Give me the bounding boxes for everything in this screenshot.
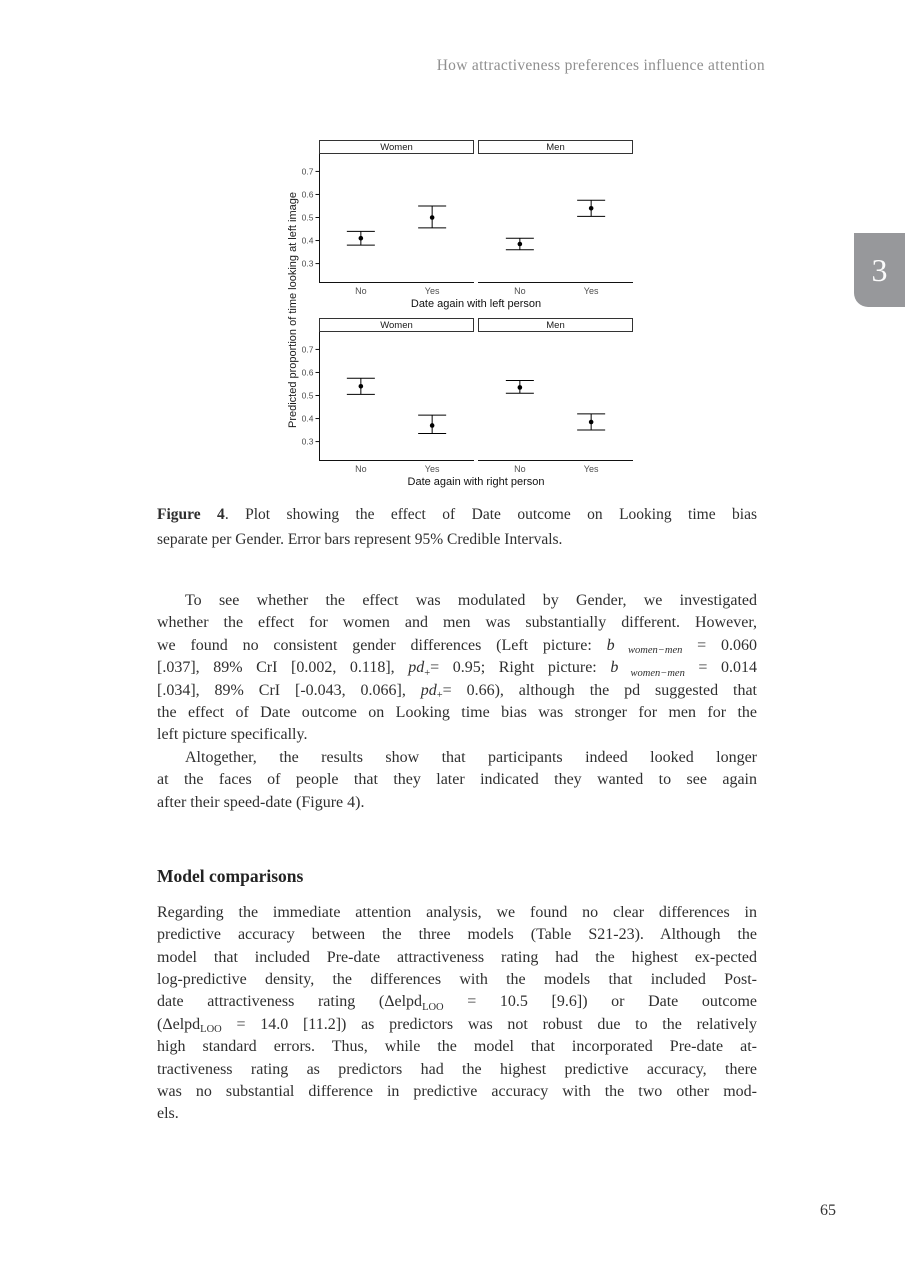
text-line: separate per Gender. Error bars represent 95% Credible Intervals. [157,530,563,548]
running-header: How attractiveness preferences influence attention [436,57,765,74]
error-bar [577,200,605,216]
chapter-number: 3 [871,251,888,288]
text-line: date attractiveness rating (Δelpd$_{LOO}$ = 10.5 [9.6]) or Date outcome [157,993,757,1013]
y-tick-label: 0.3 [301,258,314,269]
y-tick-label: 0.6 [301,189,314,200]
figure-4 [287,140,647,492]
text-line: left picture specifically. [157,726,308,744]
y-tick-label: 0.7 [301,166,314,177]
text-line: [.034], 89% CrI [-0.043, 0.066], $pd_+= 0.66$), although the pd suggested that [157,681,757,702]
right-person-chart [287,318,647,490]
text-line: tractiveness rating as predictors had the highest predictive accuracy, there [157,1060,757,1078]
error-bar [347,378,375,394]
paragraph-gender-effects [157,590,757,747]
figure-caption [157,503,757,552]
x-tick-label: No [355,464,367,474]
data-point [430,215,435,220]
text-line: Altogether, the results show that participants indeed looked longer [185,748,757,766]
left-person-chart [287,140,647,312]
data-point [518,242,523,247]
facet-strip [479,141,633,154]
text-line: Regarding the immediate attention analysis, we found no clear differences in [157,903,757,921]
text-line: the effect of Date outcome on Looking time bias was stronger for men for the [157,703,757,721]
x-tick-label: No [514,464,526,474]
text-line: predictive accuracy between the three models (Table S21-23). Although the [157,926,757,944]
y-tick-label: 0.5 [301,212,314,223]
text-line: To see whether the effect was modulated by Gender, we investigated [185,592,757,609]
text-line: whether the effect for women and men was substantially different. However, [157,614,757,632]
y-axis-label: Predicted proportion of time looking at left image [287,191,299,429]
x-tick-label: Yes [424,286,440,296]
text-line: model that included Pre-date attractiveness rating had the highest ex-pected [157,948,757,966]
data-point [430,423,435,428]
facet-strip [320,319,474,332]
x-tick-label: Yes [583,464,599,474]
x-tick-label: Yes [583,286,599,296]
data-point [359,236,364,241]
text-line: Figure 4. Plot showing the effect of Date outcome on Looking time bias [157,506,757,523]
x-tick-label: No [514,286,526,296]
y-tick-label: 0.6 [301,367,314,378]
page-number: 65 [820,1202,836,1219]
chapter-tab [854,233,905,307]
error-bar [506,381,534,394]
y-tick-label: 0.5 [301,390,314,401]
error-bar [577,414,605,430]
y-tick-label: 0.3 [301,436,314,447]
error-bar [506,238,534,250]
text-line: at the faces of people that they later indicated they wanted to see again [157,771,757,789]
text-line: [.037], 89% CrI [0.002, 0.118], $pd_+= 0.95$; Right picture: b $_{women-men}$ = 0.014 [157,659,757,679]
x-tick-label: Yes [424,464,440,474]
paragraph-summary [157,747,757,814]
facet-strip [479,319,633,332]
text-line: after their speed-date (Figure 4). [157,793,365,811]
data-point [589,420,594,425]
y-tick-label: 0.7 [301,344,314,355]
text-line: log-predictive density, the differences with the models that included Post- [157,971,757,989]
paragraph-model-comparisons [157,902,757,1126]
data-point [359,384,364,389]
error-bar [418,415,446,433]
text-line: we found no consistent gender differences (Left picture: b $_{women-men}$ = 0.060 [157,636,757,657]
y-tick-label: 0.4 [301,413,314,424]
facet-label: Men [546,320,565,331]
section-heading: Model comparisons [157,865,304,886]
x-axis-title: Date again with right person [407,476,545,488]
x-axis-title: Date again with left person [410,298,542,310]
text-line: (Δelpd$_{LOO}$ = 14.0 [11.2]) as predictors was not robust due to the relatively [157,1015,757,1036]
facet-label: Women [380,320,413,331]
data-point [518,385,523,390]
data-point [589,206,594,211]
x-tick-label: No [355,286,367,296]
error-bar [418,206,446,228]
text-line: els. [157,1105,179,1123]
y-tick-label: 0.4 [301,235,314,246]
text-line: was no substantial difference in predictive accuracy with the two other mod- [157,1083,757,1101]
facet-strip [320,141,474,154]
facet-label: Women [380,142,413,153]
body-text [157,590,757,1126]
facet-label: Men [546,142,565,153]
error-bar [347,231,375,245]
text-line: high standard errors. Thus, while the model that incorporated Pre-date at- [157,1038,757,1056]
